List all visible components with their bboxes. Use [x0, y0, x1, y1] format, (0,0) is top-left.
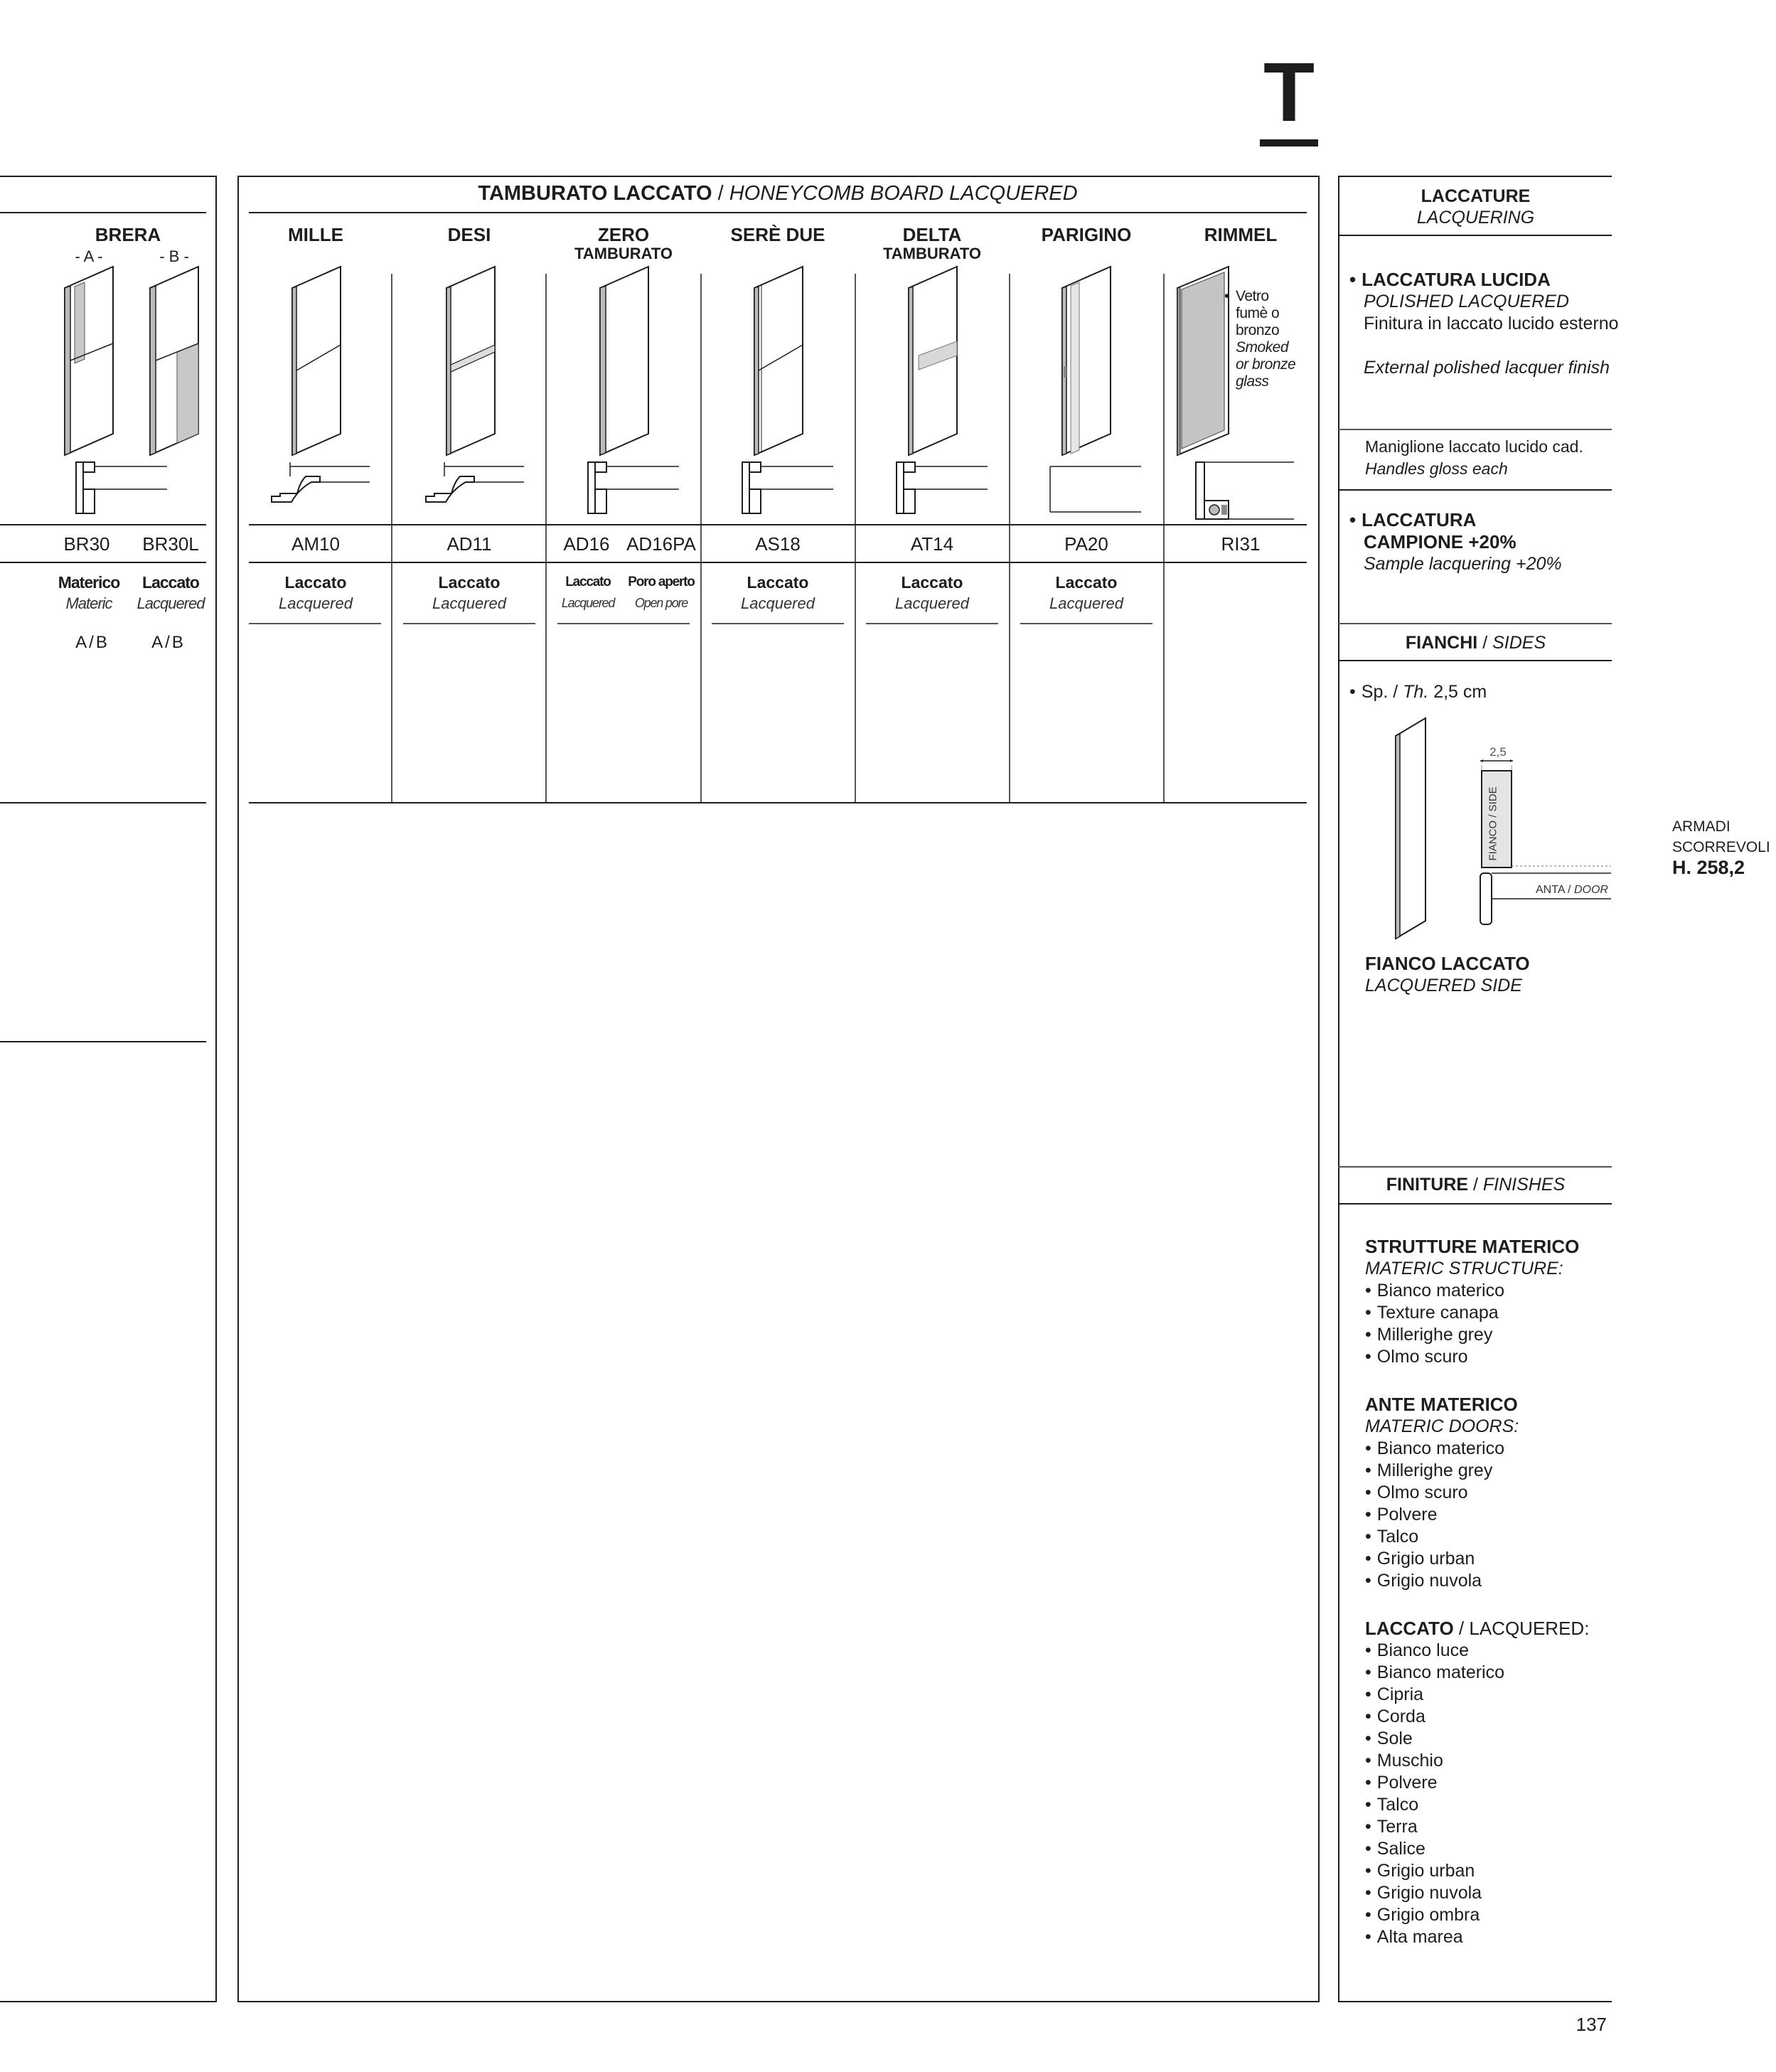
- door-section-label: [1536, 884, 1608, 897]
- fianchi-title-it: FIANCHI: [1405, 633, 1478, 653]
- model-name-parigino: PARIGINO: [1041, 224, 1132, 245]
- list-item: • Grigio urban: [1365, 1548, 1589, 1570]
- fianchi-title-en: SIDES: [1492, 633, 1546, 653]
- parigino-door-drawing: [1058, 267, 1115, 459]
- list-item: • Sole: [1365, 1728, 1589, 1750]
- rimmel-profile-drawing: [1194, 461, 1301, 525]
- rimmel-note-it3: bronzo: [1236, 322, 1280, 338]
- desi-profile-drawing: [424, 461, 531, 518]
- brera-b-door-drawing: [146, 267, 203, 459]
- side-panel-drawing: [1390, 718, 1440, 946]
- finish-group-doors-title: ANTE MATERICO: [1365, 1394, 1518, 1415]
- desi-door-drawing: [442, 267, 499, 459]
- side-tab-line2: SCORREVOLI: [1672, 839, 1770, 855]
- lucida-desc-it: Finitura in laccato lucido esterno: [1364, 314, 1619, 333]
- finiture-title-en: FINISHES: [1482, 1175, 1566, 1195]
- thickness-label: Sp. /: [1361, 682, 1403, 702]
- campione-line2: CAMPIONE +20%: [1364, 531, 1516, 552]
- list-item: • Grigio nuvola: [1365, 1882, 1589, 1904]
- model-name-delta: DELTA: [902, 224, 962, 245]
- handles-section: [1365, 436, 1583, 480]
- list-item: • Terra: [1365, 1816, 1589, 1838]
- finish-group-laccato-title: [1365, 1618, 1589, 1640]
- desi-finish-en: Lacquered: [432, 594, 506, 612]
- finiture-sep: /: [1468, 1175, 1483, 1195]
- parigino-finish-it: Laccato: [1055, 573, 1118, 592]
- campione-en: Sample lacquering +20%: [1364, 554, 1562, 574]
- model-name-rimmel: RIMMEL: [1204, 224, 1278, 245]
- lucida-title: LACCATURA LUCIDA: [1362, 269, 1551, 290]
- list-item: • Grigio urban: [1365, 1860, 1589, 1882]
- model-name-mille: MILLE: [288, 224, 343, 245]
- brera-variant-b: - B -: [159, 247, 189, 265]
- brera-note-a: A/B: [75, 633, 109, 652]
- code-pa20: PA20: [1064, 533, 1108, 555]
- fianco-caption: [1365, 953, 1530, 997]
- sere-due-finish-en: Lacquered: [741, 594, 815, 612]
- list-item: • Bianco materico: [1365, 1438, 1589, 1460]
- laccature-subtitle: LACQUERING: [1416, 208, 1535, 228]
- main-title-bold: TAMBURATO LACCATO: [478, 182, 712, 205]
- model-sub-delta: TAMBURATO: [882, 245, 982, 262]
- list-item: • Millerighe grey: [1365, 1460, 1589, 1482]
- laccature-title: LACCATURE: [1421, 186, 1531, 206]
- side-tab-height: H. 258,2: [1672, 857, 1745, 878]
- list-item: • Polvere: [1365, 1772, 1589, 1794]
- door-label-it: ANTA /: [1536, 884, 1574, 896]
- code-ad16pa: AD16PA: [626, 533, 696, 555]
- rimmel-note-it1: Vetro: [1236, 288, 1269, 304]
- code-br30: BR30: [63, 533, 110, 555]
- delta-finish-en: Lacquered: [895, 594, 969, 612]
- zero-profile-drawing: [587, 461, 686, 518]
- rimmel-note-en2: or bronze: [1236, 356, 1296, 373]
- brera-finish-materic-en: Materic: [65, 594, 112, 612]
- delta-door-drawing: [904, 267, 961, 459]
- rimmel-note-it2: fumè o: [1236, 305, 1280, 321]
- model-name-zero: ZERO: [597, 224, 650, 245]
- sere-due-finish-it: Laccato: [747, 573, 809, 592]
- brand-underline: [1260, 139, 1318, 146]
- brera-a-door-drawing: [60, 267, 117, 459]
- lucida-subtitle: POLISHED LACQUERED: [1364, 292, 1569, 311]
- side-tab-line1: ARMADI: [1672, 818, 1730, 835]
- code-ad16: AD16: [563, 533, 610, 555]
- list-item: • Millerighe grey: [1365, 1324, 1589, 1346]
- lucida-section: • LACCATURA LUCIDA POLISHED LACQUERED Finitura in laccato lucido esterno External polished lacquer finish: [1349, 269, 1619, 378]
- code-br30l: BR30L: [142, 533, 199, 555]
- finish-group-structure-items: [1365, 1280, 1589, 1368]
- main-title: [239, 182, 1317, 205]
- fianchi-sep: /: [1477, 633, 1493, 653]
- brera-finish-materico: Materico: [58, 573, 120, 592]
- brera-finish-laccato: Laccato: [142, 573, 199, 592]
- lucida-desc-en: External polished lacquer finish: [1364, 358, 1610, 378]
- zero-finish-en-2: Open pore: [634, 596, 688, 610]
- list-item: • Olmo scuro: [1365, 1346, 1589, 1368]
- side-tab: [1672, 816, 1770, 878]
- fianco-caption-en: LACQUERED SIDE: [1365, 976, 1522, 995]
- zero-finish-en-1: Lacquered: [561, 596, 615, 610]
- page-number: 137: [1576, 2014, 1607, 2035]
- fianco-caption-it: FIANCO LACCATO: [1365, 953, 1530, 974]
- side-section-drawing: [1479, 759, 1614, 930]
- brera-name: BRERA: [95, 224, 161, 245]
- list-item: • Alta marea: [1365, 1926, 1589, 1948]
- campione-line1: LACCATURA: [1362, 509, 1477, 530]
- brera-variant-a: - A -: [75, 247, 103, 265]
- mille-door-drawing: [288, 267, 345, 459]
- mille-finish-it: Laccato: [284, 573, 347, 592]
- list-item: • Cipria: [1365, 1684, 1589, 1706]
- rimmel-note-en3: glass: [1236, 373, 1269, 390]
- list-item: • Talco: [1365, 1794, 1589, 1816]
- list-item: • Salice: [1365, 1838, 1589, 1860]
- finish-group-doors-subtitle: MATERIC DOORS:: [1365, 1416, 1519, 1436]
- campione-section: • LACCATURA CAMPIONE +20% Sample lacquering +20%: [1349, 509, 1562, 574]
- finish-group-structure-title: STRUTTURE MATERICO: [1365, 1236, 1580, 1257]
- finiture-title: [1339, 1175, 1612, 1195]
- model-name-sere-due: SERÈ DUE: [730, 224, 825, 245]
- mille-finish-en: Lacquered: [279, 594, 353, 612]
- rimmel-glass-note: • Vetro fumè o bronzo Smoked or bronze glass: [1224, 288, 1296, 390]
- list-item: • Olmo scuro: [1365, 1482, 1589, 1504]
- list-item: • Grigio ombra: [1365, 1904, 1589, 1926]
- finish-group-doors-items: [1365, 1438, 1589, 1592]
- rimmel-note-en1: Smoked: [1236, 339, 1289, 356]
- mille-profile-drawing: [270, 461, 377, 518]
- list-item: • Corda: [1365, 1706, 1589, 1728]
- brera-finish-lacquered-en: Lacquered: [137, 594, 205, 612]
- zero-door-drawing: [596, 267, 653, 459]
- finish-group-laccato-items: [1365, 1640, 1589, 1948]
- delta-finish-it: Laccato: [901, 573, 963, 592]
- list-item: • Grigio nuvola: [1365, 1570, 1589, 1592]
- code-ri31: RI31: [1221, 533, 1261, 555]
- list-item: • Muschio: [1365, 1750, 1589, 1772]
- brera-note-b: A/B: [151, 633, 186, 652]
- laccato-title: LACCATO: [1365, 1618, 1454, 1639]
- code-at14: AT14: [910, 533, 954, 555]
- desi-finish-it: Laccato: [438, 573, 501, 592]
- finiture-list: [1365, 1236, 1589, 1948]
- list-item: • Bianco materico: [1365, 1662, 1589, 1684]
- list-item: • Texture canapa: [1365, 1302, 1589, 1324]
- brand-mark: T: [1263, 46, 1315, 139]
- list-item: • Bianco materico: [1365, 1280, 1589, 1302]
- brera-profile-drawing: [75, 461, 174, 518]
- thickness-italic: Th.: [1403, 682, 1429, 702]
- side-dim-label: 2,5: [1489, 745, 1507, 759]
- parigino-finish-en: Lacquered: [1049, 594, 1123, 612]
- zero-finish-it-2: Poro aperto: [628, 575, 695, 589]
- sere-due-door-drawing: [750, 267, 807, 459]
- fianchi-title: [1339, 633, 1612, 653]
- handles-en: Handles gloss each: [1365, 459, 1508, 478]
- door-label-en: DOOR: [1573, 884, 1608, 896]
- list-item: • Talco: [1365, 1526, 1589, 1548]
- sere-due-profile-drawing: [741, 461, 840, 518]
- main-title-italic: HONEYCOMB BOARD LACQUERED: [729, 182, 1078, 205]
- side-section-label: FIANCO / SIDE: [1487, 786, 1499, 861]
- code-ad11: AD11: [446, 533, 492, 555]
- code-as18: AS18: [755, 533, 801, 555]
- main-title-sep: /: [712, 182, 729, 205]
- model-name-desi: DESI: [447, 224, 491, 245]
- parigino-profile-drawing: [1049, 461, 1148, 518]
- finish-group-structure-subtitle: MATERIC STRUCTURE:: [1365, 1259, 1563, 1278]
- zero-finish-it-1: Laccato: [565, 575, 611, 589]
- list-item: • Bianco luce: [1365, 1640, 1589, 1662]
- code-am10: AM10: [291, 533, 340, 555]
- model-sub-zero: TAMBURATO: [574, 245, 673, 262]
- delta-profile-drawing: [895, 461, 995, 518]
- list-item: • Polvere: [1365, 1504, 1589, 1526]
- thickness-value: 2,5 cm: [1428, 682, 1487, 702]
- fianchi-thickness: • Sp. / Th. 2,5 cm: [1349, 682, 1487, 702]
- finiture-title-it: FINITURE: [1386, 1175, 1469, 1195]
- laccato-title-rest: / LACQUERED:: [1453, 1618, 1590, 1639]
- handles-it: Maniglione laccato lucido cad.: [1365, 437, 1583, 456]
